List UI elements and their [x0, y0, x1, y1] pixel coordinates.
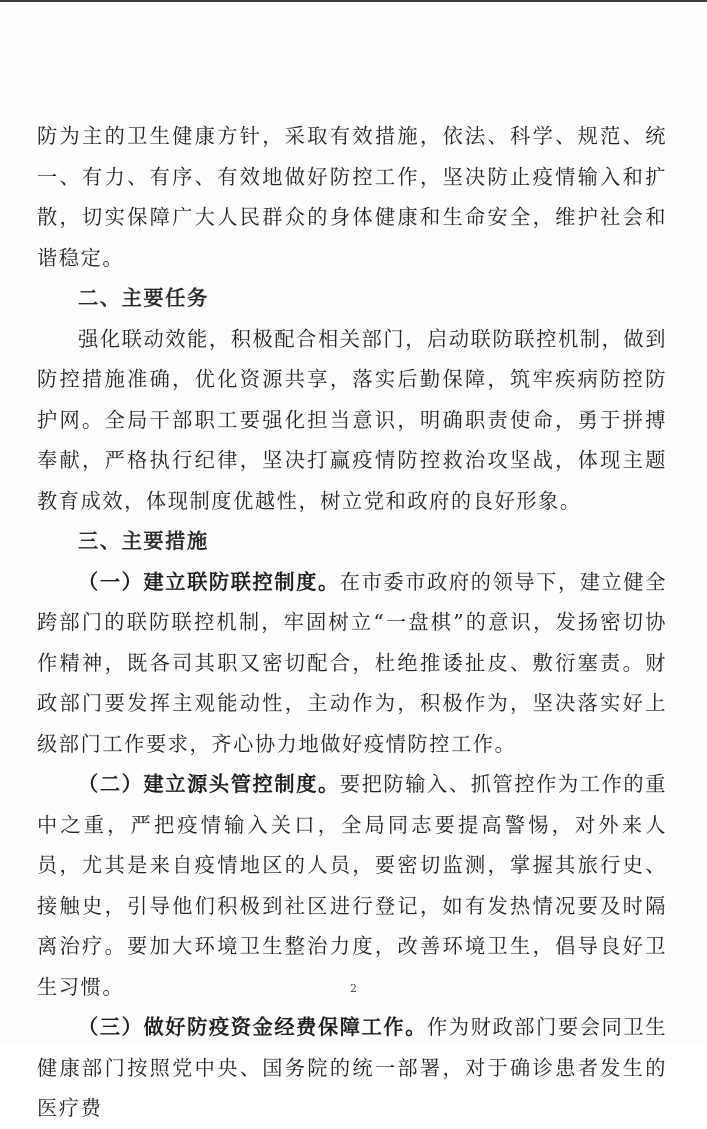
- paragraph-text: 要把防输入、抓管控作为工作的重中之重，严把疫情输入关口，全局同志要提高警惕，对外来人员，尤其是来自疫情地区的人员，要密切监测，掌握其旅行史、接触史，引导他们积极到社区进行登记，如有发热情况要及时隔离治疗。要加大环境卫生整治力度，改善环境卫生，倡导良好卫生习惯。: [37, 772, 667, 999]
- scan-top-edge: [0, 0, 707, 2]
- paragraph-text: 在市委市政府的领导下，建立健全跨部门的联防联控机制，牢固树立“一盘棋”的意识，发扬密切协作精神，既各司其职又密切配合，杜绝推诿扯皮、敷衍塞责。财政部门要发挥主观能动性，主动作为，积极作为，坚决落实好上级部门工作要求，齐心协力地做好疫情防控工作。: [37, 569, 667, 756]
- paragraph-measure-2: [37, 764, 667, 1007]
- paragraph-text: 防为主的卫生健康方针，采取有效措施，依法、科学、规范、统一、有力、有序、有效地做好防控工作，坚决防止疫情输入和扩散，切实保障广大人民群众的身体健康和生命安全，维护社会和谐稳定。: [37, 124, 667, 270]
- measure-1-title: （一）建立联防联控制度。: [78, 569, 340, 594]
- paragraph-text: 强化联动效能，积极配合相关部门，启动联防联控机制，做到防控措施准确，优化资源共享，落实后勤保障，筑牢疾病防控防护网。全局干部职工要强化担当意识，明确职责使命，勇于拼搏奉献，严格执行纪律，坚决打赢疫情防控救治攻坚战，体现主题教育成效，体现制度优越性，树立党和政府的良好形象。: [37, 326, 667, 513]
- paragraph-measure-1: [37, 562, 667, 765]
- document-body: [37, 116, 667, 1129]
- paragraph-text: 作为财政部门要会同卫生健康部门按照党中央、国务院的统一部署，对于确诊患者发生的医疗费: [37, 1015, 667, 1120]
- paragraph-continuation: [37, 116, 667, 278]
- paragraph-measure-3: [37, 1007, 667, 1129]
- section-heading-main-tasks: 二、主要任务: [78, 286, 209, 310]
- page-number: 2: [350, 982, 357, 995]
- section-heading-main-measures: 三、主要措施: [78, 529, 209, 553]
- measure-2-title: （二）建立源头管控制度。: [78, 772, 340, 796]
- measure-3-title: （三）做好防疫资金经费保障工作。: [78, 1015, 428, 1039]
- paragraph-main-tasks: [37, 319, 667, 522]
